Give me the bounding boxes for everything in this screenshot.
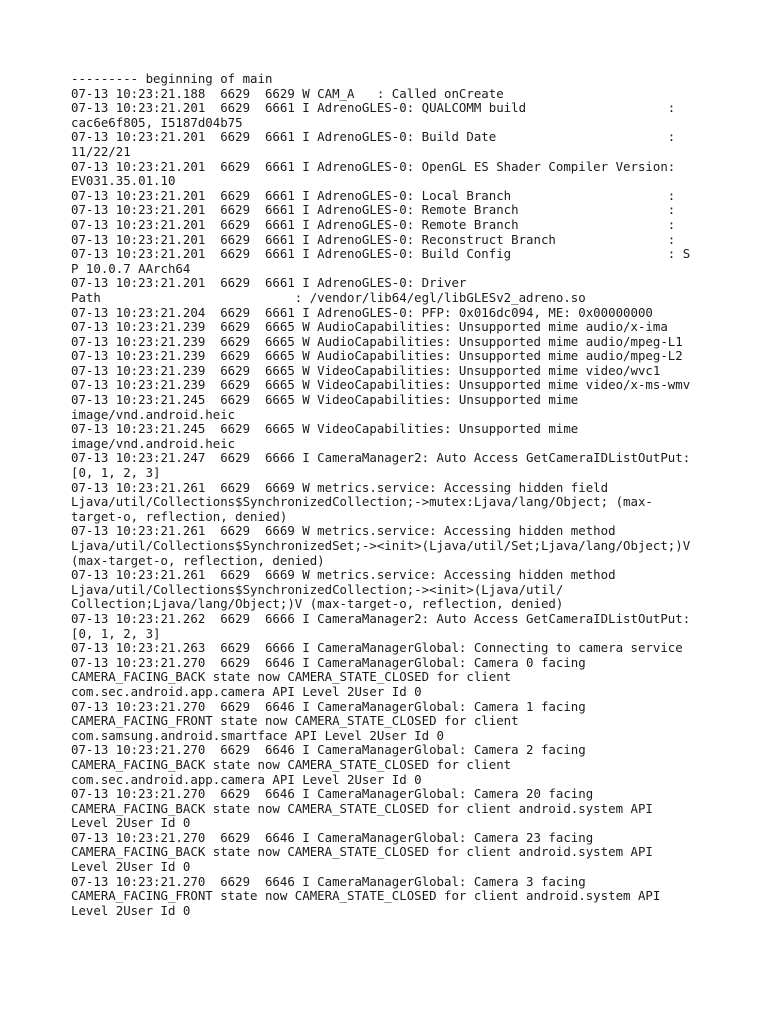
log-line: 07-13 10:23:21.201 6629 6661 I AdrenoGLES-0: Build Config : S (71, 246, 691, 262)
log-line: com.sec.android.app.camera API Level 2User Id 0 (71, 683, 422, 699)
log-line: CAMERA_FACING_BACK state now CAMERA_STATE_CLOSED for client (71, 669, 512, 685)
log-line: com.samsung.android.smartface API Level 2User Id 0 (71, 727, 444, 743)
log-line: 07-13 10:23:21.204 6629 6661 I AdrenoGLES-0: PFP: 0x016dc094, ME: 0x00000000 (71, 304, 653, 320)
log-line: image/vnd.android.heic (71, 406, 236, 422)
log-line: 07-13 10:23:21.201 6629 6661 I AdrenoGLES-0: Local Branch : (71, 187, 676, 203)
log-line: 07-13 10:23:21.201 6629 6661 I AdrenoGLES-0: QUALCOMM build : (71, 100, 676, 116)
log-line: 07-13 10:23:21.239 6629 6665 W AudioCapabilities: Unsupported mime audio/x-ima (71, 319, 668, 335)
log-line: Path : /vendor/lib64/egl/libGLESv2_adreno.so (71, 289, 586, 305)
log-line: 07-13 10:23:21.261 6629 6669 W metrics.service: Accessing hidden method (71, 567, 616, 583)
log-line: 07-13 10:23:21.270 6629 6646 I CameraManagerGlobal: Camera 1 facing (71, 698, 586, 714)
log-line: 07-13 10:23:21.245 6629 6665 W VideoCapabilities: Unsupported mime (71, 392, 579, 408)
log-line: Ljava/util/Collections$SynchronizedCollection;-><init>(Ljava/util/ (71, 581, 564, 597)
log-line: 07-13 10:23:21.188 6629 6629 W CAM_A : Called onCreate (71, 85, 504, 101)
log-line: 07-13 10:23:21.201 6629 6661 I AdrenoGLES-0: Driver (71, 275, 467, 291)
log-line: 07-13 10:23:21.239 6629 6665 W VideoCapabilities: Unsupported mime video/wvc1 (71, 362, 661, 378)
log-line: (max-target-o, reflection, denied) (71, 552, 325, 568)
log-line: 07-13 10:23:21.263 6629 6666 I CameraManagerGlobal: Connecting to camera service (71, 640, 683, 656)
log-line: EV031.35.01.10 (71, 173, 176, 189)
log-line: 07-13 10:23:21.239 6629 6665 W VideoCapabilities: Unsupported mime video/x-ms-wmv (71, 377, 691, 393)
log-line: 07-13 10:23:21.247 6629 6666 I CameraManager2: Auto Access GetCameraIDListOutPut: (71, 450, 691, 466)
log-line: Collection;Ljava/lang/Object;)V (max-target-o, reflection, denied) (71, 596, 564, 612)
log-line: Ljava/util/Collections$SynchronizedCollection;->mutex:Ljava/lang/Object; (max- (71, 494, 653, 510)
log-line: 07-13 10:23:21.201 6629 6661 I AdrenoGLES-0: Remote Branch : (71, 216, 676, 232)
log-line: 07-13 10:23:21.245 6629 6665 W VideoCapabilities: Unsupported mime (71, 421, 579, 437)
log-line: cac6e6f805, I5187d04b75 (71, 114, 243, 130)
log-line: 07-13 10:23:21.201 6629 6661 I AdrenoGLES-0: Reconstruct Branch : (71, 231, 676, 247)
log-line: 07-13 10:23:21.201 6629 6661 I AdrenoGLES-0: Build Date : (71, 129, 676, 145)
log-line: 07-13 10:23:21.201 6629 6661 I AdrenoGLES-0: OpenGL ES Shader Compiler Version: (71, 158, 676, 174)
log-line: 07-13 10:23:21.239 6629 6665 W AudioCapabilities: Unsupported mime audio/mpeg-L1 (71, 333, 683, 349)
log-line: 07-13 10:23:21.201 6629 6661 I AdrenoGLES-0: Remote Branch : (71, 202, 676, 218)
log-line: 07-13 10:23:21.270 6629 6646 I CameraManagerGlobal: Camera 3 facing (71, 873, 586, 889)
log-line: 07-13 10:23:21.270 6629 6646 I CameraManagerGlobal: Camera 2 facing (71, 742, 586, 758)
log-line: com.sec.android.app.camera API Level 2User Id 0 (71, 771, 422, 787)
log-line: 07-13 10:23:21.239 6629 6665 W AudioCapabilities: Unsupported mime audio/mpeg-L2 (71, 348, 683, 364)
log-line: 11/22/21 (71, 143, 131, 159)
log-line: 07-13 10:23:21.270 6629 6646 I CameraManagerGlobal: Camera 23 facing (71, 829, 594, 845)
log-line: Ljava/util/Collections$SynchronizedSet;-><init>(Ljava/util/Set;Ljava/lang/Object;)V (71, 538, 691, 553)
log-line: CAMERA_FACING_FRONT state now CAMERA_STATE_CLOSED for client android.system API (71, 888, 661, 904)
log-line: 07-13 10:23:21.262 6629 6666 I CameraManager2: Auto Access GetCameraIDListOutPut: (71, 610, 691, 626)
log-line: [0, 1, 2, 3] (71, 465, 161, 481)
log-line: 07-13 10:23:21.270 6629 6646 I CameraManagerGlobal: Camera 0 facing (71, 654, 586, 670)
log-line: --------- beginning of main (71, 71, 273, 86)
log-line: CAMERA_FACING_BACK state now CAMERA_STATE_CLOSED for client (71, 756, 512, 772)
log-line: 07-13 10:23:21.270 6629 6646 I CameraManagerGlobal: Camera 20 facing (71, 786, 594, 802)
log-line: CAMERA_FACING_BACK state now CAMERA_STATE_CLOSED for client android.system API (71, 800, 653, 816)
log-line: 07-13 10:23:21.261 6629 6669 W metrics.service: Accessing hidden method (71, 523, 616, 539)
log-line: Level 2User Id 0 (71, 902, 191, 918)
log-line: [0, 1, 2, 3] (71, 625, 161, 641)
log-line: CAMERA_FACING_FRONT state now CAMERA_STATE_CLOSED for client (71, 713, 519, 729)
log-line: 07-13 10:23:21.261 6629 6669 W metrics.service: Accessing hidden field (71, 479, 609, 495)
log-line: P 10.0.7 AArch64 (71, 260, 191, 276)
log-text-block (71, 72, 711, 918)
log-line: image/vnd.android.heic (71, 435, 236, 451)
log-line: Level 2User Id 0 (71, 859, 191, 875)
log-line: Level 2User Id 0 (71, 815, 191, 831)
log-line: CAMERA_FACING_BACK state now CAMERA_STATE_CLOSED for client android.system API (71, 844, 653, 860)
log-line: target-o, reflection, denied) (71, 508, 288, 524)
